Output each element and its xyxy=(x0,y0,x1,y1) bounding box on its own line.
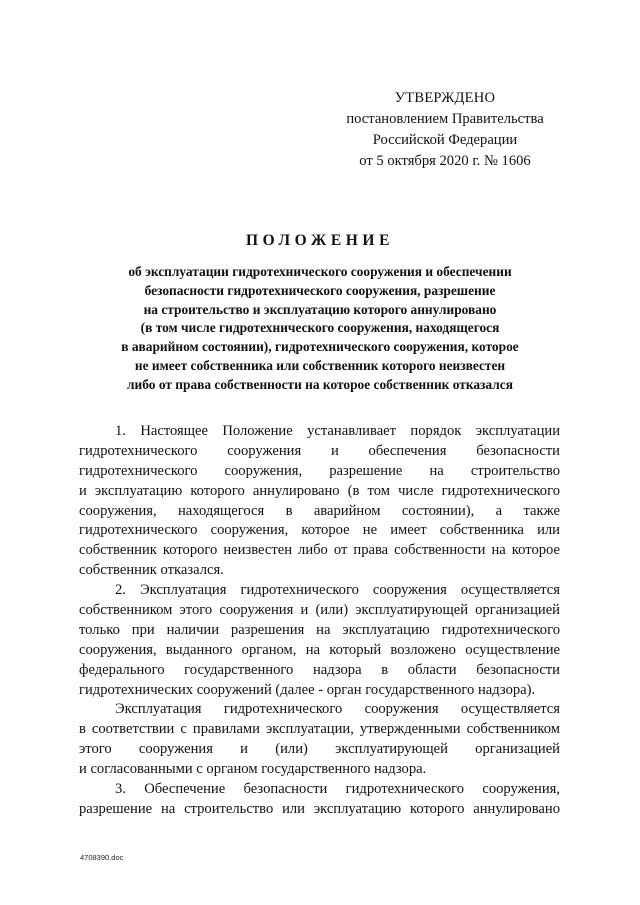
subtitle-line: об эксплуатации гидротехнического сооружения и обеспечении xyxy=(128,264,512,279)
text-line: гидротехнических сооружений (далее - орган государственного надзора). xyxy=(79,681,536,698)
text-line: этого сооружения и (или) эксплуатирующей организацией xyxy=(79,741,560,758)
approval-stamp: УТВЕРЖДЕНО xyxy=(394,90,496,106)
document-subtitle xyxy=(80,263,560,395)
text-line: и эксплуатацию которого аннулировано (в том числе гидротехнического xyxy=(79,482,560,499)
text-line: федерального государственного надзора в области безопасности xyxy=(79,661,560,678)
text-line: 3. Обеспечение безопасности гидротехнического сооружения, xyxy=(115,781,560,798)
file-name-footer: 4708390.doc xyxy=(80,853,124,862)
text-line: сооружения, выданного органом, на который возложено осуществление xyxy=(79,641,560,658)
subtitle-line: (в том числе гидротехнического сооружения, находящегося xyxy=(140,320,500,336)
paragraph-2 xyxy=(79,581,560,700)
text-line: гидротехнического сооружения и обеспечения безопасности xyxy=(79,442,560,459)
approval-block xyxy=(330,88,560,172)
document-title: ПОЛОЖЕНИЕ xyxy=(245,232,395,249)
text-line: 1. Настоящее Положение устанавливает порядок эксплуатации xyxy=(115,423,560,439)
text-line: только при наличии разрешения на эксплуатацию гидротехнического xyxy=(79,621,560,638)
text-line: гидротехнического сооружения, которое не имеет собственника или xyxy=(79,522,560,539)
text-line: сооружения, находящегося в аварийном состоянии), а также xyxy=(79,502,560,519)
subtitle-line: на строительство и эксплуатацию которого аннулировано xyxy=(143,301,497,317)
subtitle-line: либо от права собственности на которое собственник отказался xyxy=(127,376,513,392)
document-body xyxy=(79,422,560,820)
paragraph-3 xyxy=(79,700,560,780)
text-line: собственником этого сооружения и (или) эксплуатирующей организацией xyxy=(79,602,560,619)
paragraph-4 xyxy=(79,780,560,820)
approval-line-2: Российской Федерации xyxy=(372,132,518,148)
text-line: и согласованными с органом государственного надзора. xyxy=(79,761,427,778)
text-line: гидротехнического сооружения, разрешение на строительство xyxy=(79,462,560,479)
text-line: разрешение на строительство или эксплуатацию которого аннулировано xyxy=(79,800,560,817)
text-line: Эксплуатация гидротехнического сооружения осуществляется xyxy=(115,701,560,718)
subtitle-line: в аварийном состоянии), гидротехнического сооружения, которое xyxy=(121,339,519,355)
text-line: собственник отказался. xyxy=(79,562,224,579)
subtitle-line: не имеет собственника или собственник которого неизвестен xyxy=(134,357,506,373)
text-line: в соответствии с правилами эксплуатации, утвержденными собственником xyxy=(79,721,560,738)
subtitle-line: безопасности гидротехнического сооружения, разрешение xyxy=(144,282,496,298)
text-line: 2. Эксплуатация гидротехнического сооружения осуществляется xyxy=(115,582,560,599)
approval-line-1: постановлением Правительства xyxy=(346,111,544,127)
approval-line-3: от 5 октября 2020 г. № 1606 xyxy=(359,153,531,169)
paragraph-1 xyxy=(79,422,560,581)
text-line: собственник которого неизвестен либо от права собственности на которое xyxy=(79,542,560,559)
